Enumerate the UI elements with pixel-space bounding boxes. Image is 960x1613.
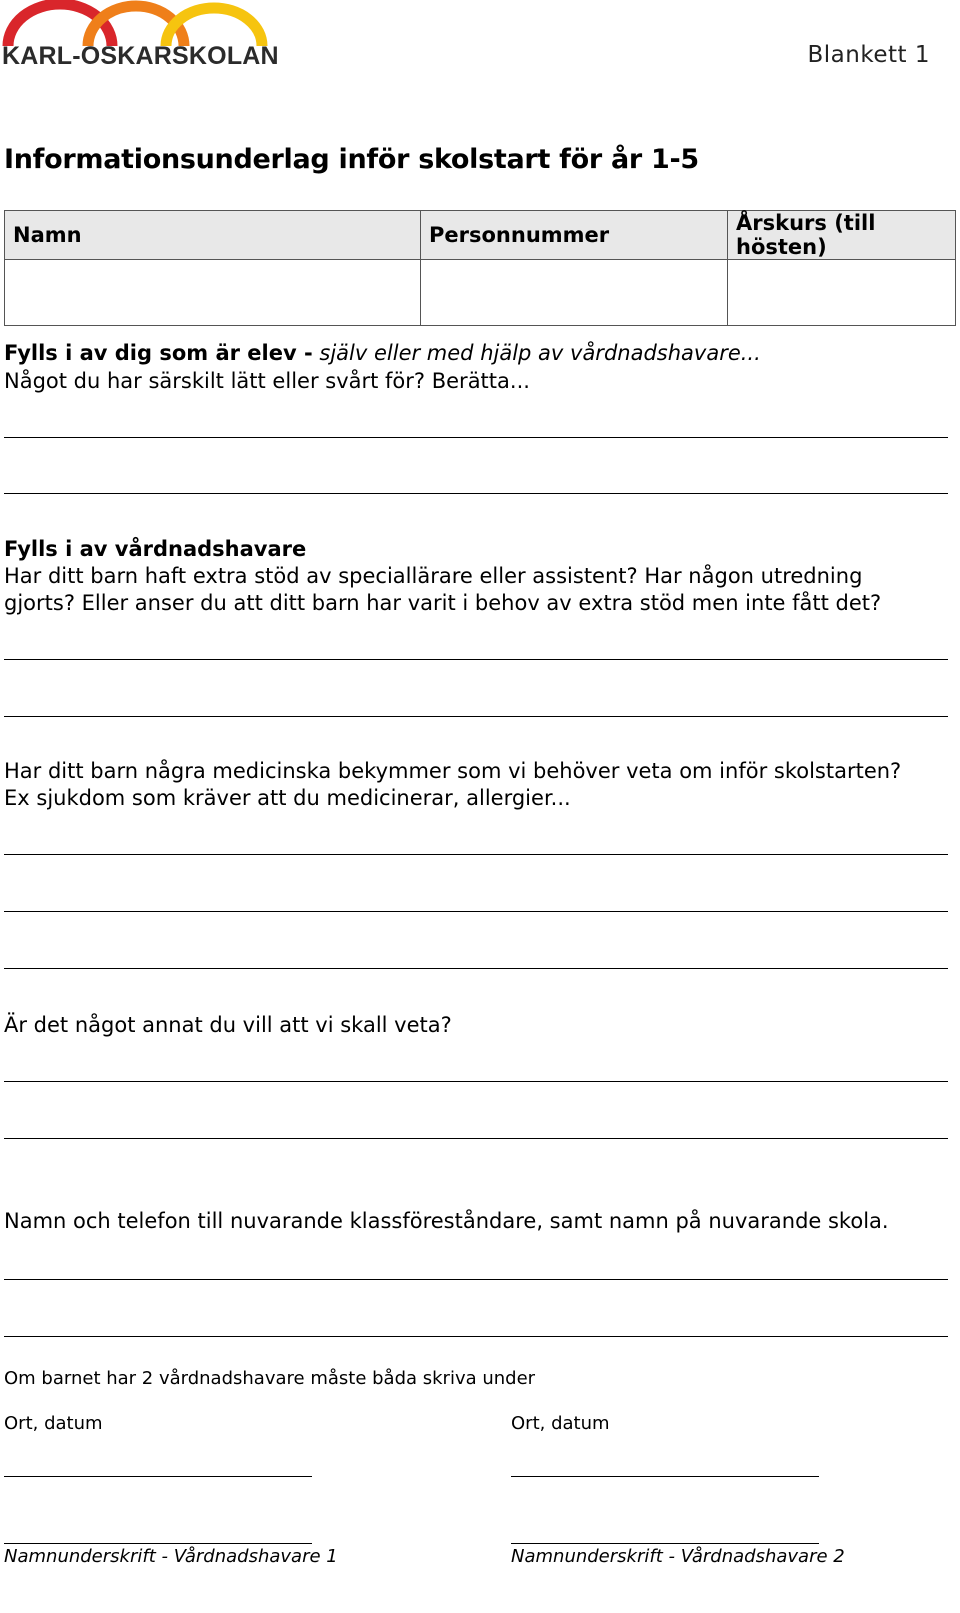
answer-line[interactable] [4,1138,948,1139]
grade-cell[interactable] [728,260,956,326]
answer-line[interactable] [4,493,948,494]
column-header-personal-number: Personnummer [421,211,728,260]
other-question: Är det något annat du vill att vi skall veta? [4,1013,452,1037]
student-question: Något du har särskilt lätt eller svårt för? Berätta... [4,369,530,393]
answer-line[interactable] [4,659,948,660]
signature-caption-1: Namnunderskrift - Vårdnadshavare 1 [4,1546,338,1567]
student-heading-bold: Fylls i av dig som är elev - [4,341,313,365]
answer-line[interactable] [4,1279,948,1280]
guardian-question-line1: Har ditt barn haft extra stöd av speciallärare eller assistent? Har någon utredning [4,564,863,588]
answer-line[interactable] [4,911,948,912]
place-date-line-1[interactable] [4,1476,312,1477]
medical-question-line2: Ex sjukdom som kräver att du medicinerar, allergier... [4,786,571,810]
signature-note: Om barnet har 2 vårdnadshavare måste båda skriva under [4,1368,536,1389]
answer-line[interactable] [4,854,948,855]
logo-text: KARL-OSKARSKOLAN [2,42,279,70]
place-date-label-1: Ort, datum [4,1413,103,1434]
name-cell[interactable] [5,260,421,326]
school-logo [0,0,280,74]
guardian-section-heading: Fylls i av vårdnadshavare [4,537,307,561]
teacher-question: Namn och telefon till nuvarande klassföreståndare, samt namn på nuvarande skola. [4,1209,889,1233]
table-header-row [5,211,956,260]
answer-line[interactable] [4,437,948,438]
signature-line-2[interactable] [511,1543,819,1544]
answer-line[interactable] [4,716,948,717]
answer-line[interactable] [4,968,948,969]
personal-number-cell[interactable] [421,260,728,326]
place-date-label-2: Ort, datum [511,1413,610,1434]
guardian-question-line2: gjorts? Eller anser du att ditt barn har varit i behov av extra stöd men inte fått det? [4,591,882,615]
student-section-heading [4,339,761,367]
answer-line[interactable] [4,1081,948,1082]
signature-caption-2: Namnunderskrift - Vårdnadshavare 2 [511,1546,845,1567]
column-header-name: Namn [5,211,421,260]
student-heading-italic: själv eller med hjälp av vårdnadshavare... [319,341,761,365]
answer-line[interactable] [4,1336,948,1337]
medical-question-line1: Har ditt barn några medicinska bekymmer som vi behöver veta om inför skolstarten? [4,759,902,783]
form-id: Blankett 1 [807,42,930,68]
signature-line-1[interactable] [4,1543,312,1544]
place-date-line-2[interactable] [511,1476,819,1477]
page-title: Informationsunderlag inför skolstart för år 1-5 [4,144,699,175]
column-header-grade: Årskurs (till hösten) [728,211,956,260]
student-info-table [4,210,956,326]
table-row [5,260,956,326]
